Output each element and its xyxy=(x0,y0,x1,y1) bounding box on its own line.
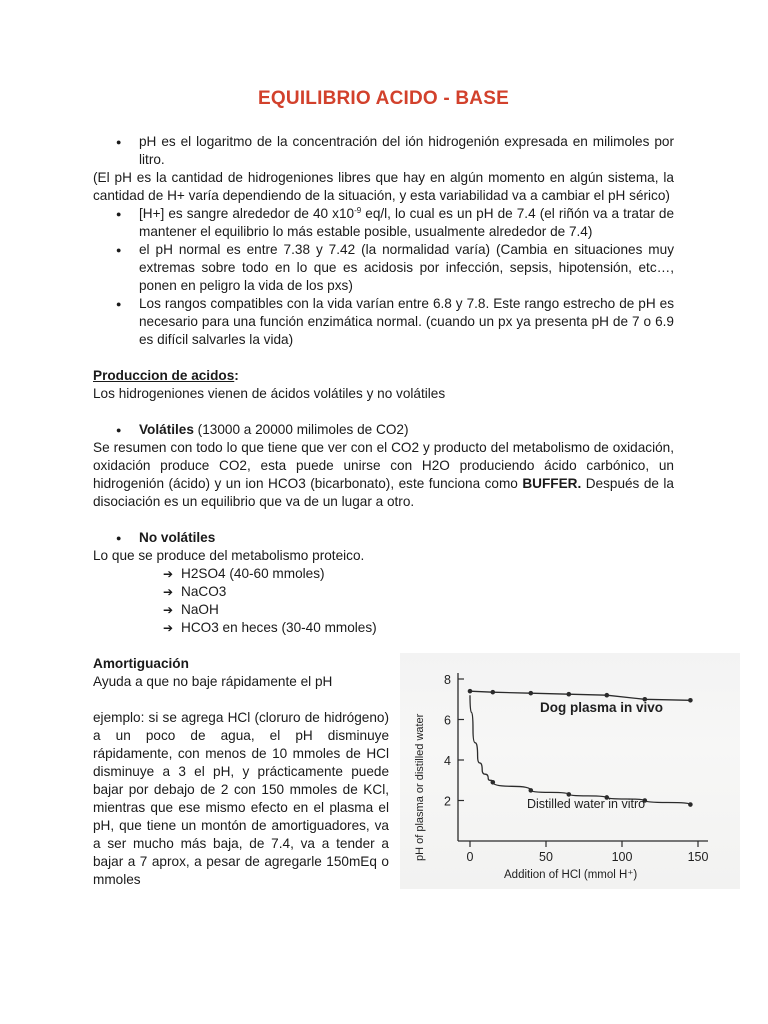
series-label-distilled-water: Distilled water in vitro xyxy=(527,797,646,811)
novolatiles-text: Lo que se produce del metabolismo proteico. xyxy=(93,548,365,563)
bullet-ph-definition: ● pH es el logaritmo de la concentración del ión hidrogenión expresada en milimoles por litro. xyxy=(93,133,674,169)
bullet-h-concentration xyxy=(93,205,674,241)
produccion-heading-line xyxy=(93,367,674,385)
data-point-dog-plasma xyxy=(468,689,473,694)
bullet-h-exponent: -9 xyxy=(354,206,362,215)
ejemplo-paragraph: ejemplo: si se agrega HCl (cloruro de hidrógeno) a un poco de agua, el pH disminuye rápidamente, con menos de 10 mmoles de HCl disminuye a 3 el pH, y prácticamente puede bajar por debajo de 2 con 150 mmoles de KCl, mientras que ese mismo efecto en el plasma el pH, que tiene un montón de amortiguadores, va a ser mucho más baja, de 7.4, va a tender a bajar a 7 aprox, a pesar de agregarle 150mEq o mmoles xyxy=(93,710,389,887)
series-line-dog-plasma xyxy=(470,691,690,700)
produccion-colon: : xyxy=(234,368,239,383)
novolatiles-arrow-list xyxy=(93,565,674,637)
y-tick-label: 8 xyxy=(444,673,451,687)
y-tick-label: 2 xyxy=(444,794,451,809)
novolatiles-label: No volátiles xyxy=(139,530,216,545)
novolatiles-list xyxy=(93,529,674,547)
amortiguacion-section xyxy=(93,655,709,889)
arrow-item: ➔ NaOH xyxy=(93,601,674,619)
x-axis-label: Addition of HCl (mmol H⁺) xyxy=(504,869,638,881)
ph-facts-list xyxy=(93,205,674,349)
x-tick-label: 100 xyxy=(611,850,633,864)
arrow-item: ➔ HCO3 en heces (30-40 mmoles) xyxy=(93,619,674,637)
data-point-dog-plasma xyxy=(688,698,693,703)
arrow-item: ➔ H2SO4 (40-60 mmoles) xyxy=(93,565,674,583)
amortiguacion-heading: Amortiguación xyxy=(93,656,189,671)
data-point-dog-plasma xyxy=(491,690,496,695)
y-axis-label: pH of plasma or distilled water xyxy=(414,713,426,861)
amortiguacion-text: Ayuda a que no baje rápidamente el pH xyxy=(93,674,333,689)
ph-titration-figure xyxy=(400,653,740,889)
volatiles-label: Volátiles xyxy=(139,422,194,437)
y-tick-label: 4 xyxy=(444,754,451,768)
intro-paragraph: (El pH es la cantidad de hidrogeniones libres que hay en algún momento en algún sistema, la cantidad de H+ varía dependiendo de la situación, y esta variabilidad va a cambiar el pH sérico) xyxy=(93,170,674,203)
data-point-distilled-water xyxy=(688,802,693,807)
series-label-dog-plasma: Dog plasma in vivo xyxy=(540,700,664,715)
volatiles-text-pre: Se resumen con todo lo que tiene que ver con el CO2 y producto del metabolismo de oxidación, oxidación produce CO2, esta puede unirse con H2O produciendo ácido carbónico, un hidrogenión (ácido) y un ion HCO3 (bicarbonato), este funciona como xyxy=(93,440,674,491)
document-page xyxy=(93,86,709,889)
data-point-dog-plasma xyxy=(529,691,534,696)
buffer-term: BUFFER. xyxy=(522,476,582,491)
arrow-item: ➔ NaCO3 xyxy=(93,583,674,601)
amortiguacion-text-column xyxy=(93,655,389,889)
y-tick-label: 6 xyxy=(444,713,451,728)
produccion-heading: Produccion de acidos xyxy=(93,368,235,383)
volatiles-list xyxy=(93,421,674,439)
data-point-distilled-water xyxy=(529,788,534,793)
data-point-dog-plasma xyxy=(605,693,610,698)
produccion-text: Los hidrogeniones vienen de ácidos volátiles y no volátiles xyxy=(93,386,446,401)
x-tick-label: 50 xyxy=(539,850,553,864)
bullet-normal-ph: ● el pH normal es entre 7.38 y 7.42 (la normalidad varía) (Cambia en situaciones muy extremas sobre todo en lo que es acidosis por infección, sepsis, hipotensión, etc…, ponen en peligro la vida de los pxs) xyxy=(93,241,674,295)
intro-bullets xyxy=(93,133,674,169)
data-point-distilled-water xyxy=(491,780,496,785)
x-tick-label: 0 xyxy=(466,850,474,864)
volatiles-paragraph xyxy=(93,439,674,511)
volatiles-text-post: Después de la disociación es un equilibrio que va de un lugar a otro. xyxy=(93,476,674,509)
bullet-volatiles xyxy=(93,421,674,439)
bullet-novolatiles xyxy=(93,529,674,547)
ph-chart xyxy=(400,653,740,889)
bullet-h-pre: [H+] es sangre alrededor de 40 x10 xyxy=(139,206,355,221)
bullet-compatible-ranges: ● Los rangos compatibles con la vida varían entre 6.8 y 7.8. Este rango estrecho de pH es necesario para una función enzimática normal. (cuando un px ya presenta pH de 7 o 6.9 es difícil salvarles la vida) xyxy=(93,295,674,349)
volatiles-detail: (13000 a 20000 milimoles de CO2) xyxy=(193,422,409,437)
bullet-h-post: eq/l, lo cual es un pH de 7.4 (el riñón va a tratar de mantener el equilibrio lo más estable posible, usualmente alrededor de 7.4) xyxy=(139,206,675,239)
page-title: EQUILIBRIO ACIDO - BASE xyxy=(258,88,509,109)
data-point-dog-plasma xyxy=(567,692,572,697)
x-tick-label: 150 xyxy=(687,850,709,864)
